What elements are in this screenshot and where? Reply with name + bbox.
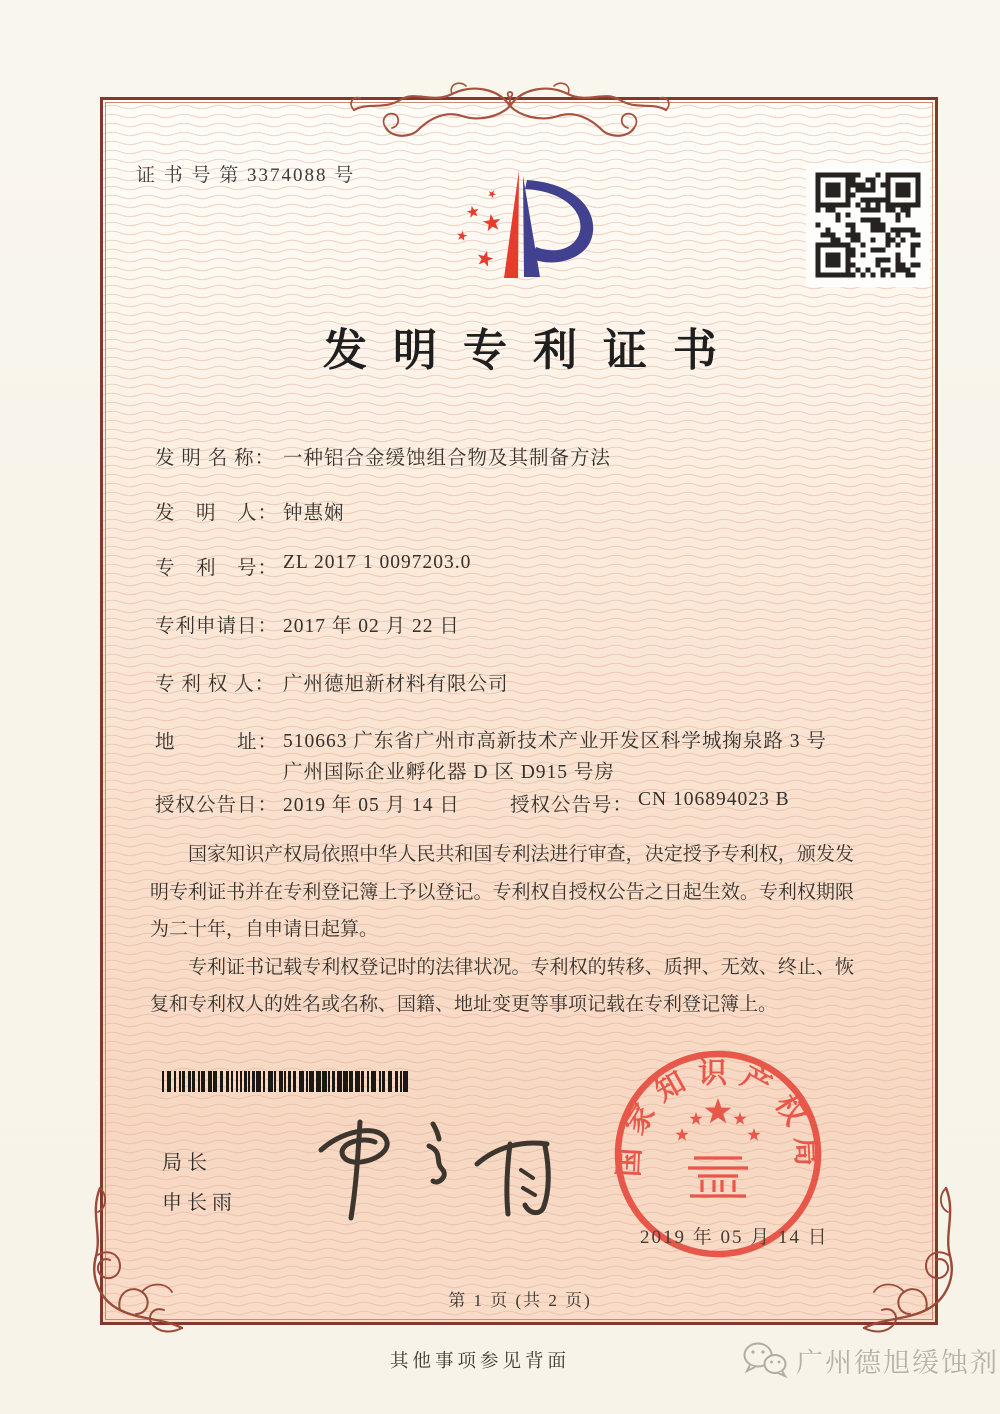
field-value: ZL 2017 1 0097203.0 — [283, 552, 472, 573]
field-label: 发 明 名 称： — [155, 448, 276, 469]
field-grant-number — [510, 789, 790, 817]
field-label: 授权公告号： — [510, 795, 634, 816]
certificate-number: 证 书 号 第 3374088 号 — [136, 165, 356, 186]
field-label: 专 利 号： — [155, 558, 279, 579]
commissioner-title: 局长 — [162, 1152, 212, 1174]
national-emblem — [675, 1098, 760, 1141]
field-label: 地 址： — [155, 732, 279, 753]
legal-text-block — [150, 836, 854, 1024]
field-value: 510663 广东省广州市高新技术产业开发区科学城掬泉路 3 号广州国际企业孵化器 D 区 D915 号房 — [283, 731, 827, 783]
watermark-text: 广州德旭缓蚀剂 — [796, 1347, 999, 1378]
back-side-note: 其他事项参见背面 — [389, 1352, 570, 1372]
seal-agency-text: 国家知识产权局 — [613, 1057, 823, 1178]
field-inventor — [155, 497, 345, 525]
emblem-gate — [688, 1158, 748, 1196]
wechat-icon — [742, 1340, 788, 1380]
field-value: 2019 年 05 月 14 日 — [283, 795, 460, 816]
commissioner-signature — [305, 1112, 555, 1227]
field-value: 2017 年 02 月 22 日 — [283, 616, 460, 637]
seal-date: 2019 年 05 月 14 日 — [640, 1227, 829, 1248]
field-address — [155, 726, 839, 788]
field-value: 钟惠娴 — [283, 503, 345, 524]
field-grant-date — [155, 789, 460, 817]
field-value: 广州德旭新材料有限公司 — [283, 674, 509, 695]
wechat-watermark — [742, 1340, 999, 1380]
page-number: 第 1 页 (共 2 页) — [448, 1291, 592, 1310]
commissioner-name: 申长雨 — [162, 1192, 237, 1214]
qr-code — [806, 163, 930, 287]
field-filing-date — [155, 610, 460, 638]
field-label: 专利申请日： — [155, 616, 279, 637]
corner-flourish-right — [850, 1182, 960, 1338]
field-label: 授权公告日： — [155, 795, 279, 816]
field-patentee — [155, 668, 509, 696]
field-patent-number — [155, 552, 471, 580]
field-value: CN 106894023 B — [638, 789, 790, 810]
paragraph-register-statement: 专利证书记载专利权登记时的法律状况。专利权的转移、质押、无效、终止、恢复和专利权人的姓名或名称、国籍、地址变更等事项记载在专利登记簿上。 — [150, 956, 854, 1015]
certificate-title: 发明专利证书 — [323, 326, 743, 375]
barcode — [162, 1071, 410, 1092]
field-value: 一种铝合金缓蚀组合物及其制备方法 — [283, 448, 612, 469]
field-label: 发 明 人： — [155, 503, 279, 524]
cnipa-logo-icon — [440, 160, 605, 285]
field-label: 专 利 权 人： — [155, 674, 276, 695]
top-ornament — [340, 72, 680, 152]
field-invention-name — [155, 442, 611, 470]
paragraph-grant-statement: 国家知识产权局依照中华人民共和国专利法进行审查，决定授予专利权，颁发发明专利证书并在专利登记簿上予以登记。专利权自授权公告之日起生效。专利权期限为二十年，自申请日起算。 — [150, 844, 854, 940]
